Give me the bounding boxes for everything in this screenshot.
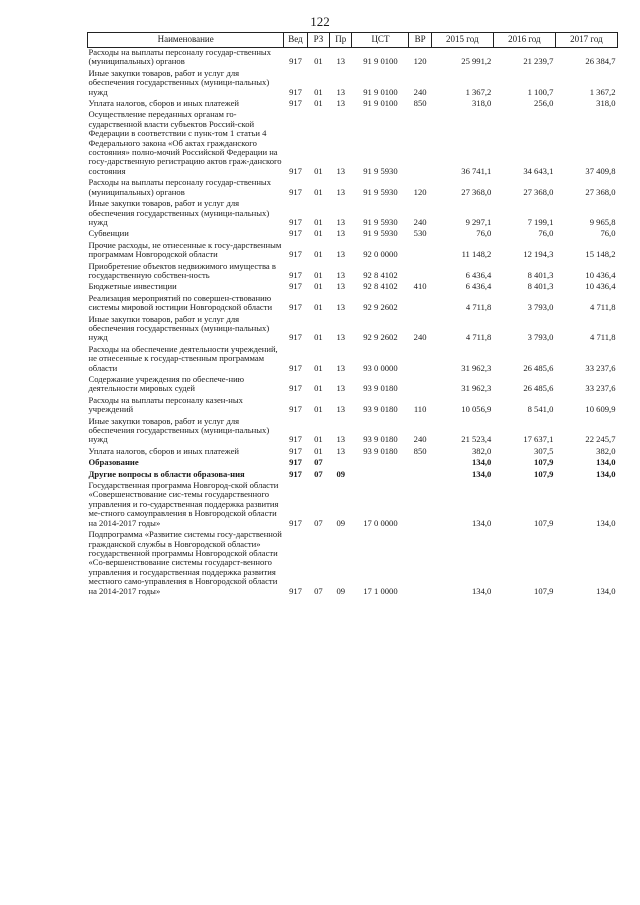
- cell-2016: 307,5: [534, 445, 554, 456]
- cell-2015: 1 367,2: [465, 86, 492, 97]
- header-vr: ВР: [409, 33, 431, 48]
- cell-2016: 34 643,1: [523, 165, 554, 176]
- cell-ved: 917: [289, 585, 302, 596]
- cell-name: Субвенции: [88, 229, 129, 239]
- cell-2017: 1 367,2: [589, 86, 616, 97]
- cell-rz: 01: [314, 186, 323, 197]
- cell-2015: 382,0: [472, 445, 492, 456]
- cell-2015: 134,0: [472, 468, 492, 479]
- cell-cst: 17 1 0000: [363, 585, 398, 596]
- cell-ved: 917: [289, 457, 302, 468]
- cell-name: Расходы на выплаты персоналу государ-ственных (муниципальных) органов: [88, 178, 271, 197]
- cell-rz: 07: [314, 468, 323, 479]
- cell-ved: 917: [289, 56, 302, 67]
- cell-2017: 76,0: [600, 228, 616, 239]
- cell-pr: 13: [336, 302, 346, 313]
- cell-pr: 09: [336, 468, 346, 479]
- cell-name: Уплата налогов, сборов и иных платежей: [88, 99, 240, 109]
- cell-name: Содержание учреждения по обеспече-нию деятельности мировых судей: [88, 375, 245, 394]
- cell-ved: 917: [289, 186, 302, 197]
- cell-rz: 07: [314, 585, 323, 596]
- cell-2016: 76,0: [538, 228, 554, 239]
- cell-cst: 91 9 0100: [363, 56, 398, 67]
- cell-2016: 107,9: [534, 517, 554, 528]
- cell-cst: [352, 470, 409, 481]
- cell-pr: 13: [336, 186, 346, 197]
- cell-name: Иные закупки товаров, работ и услуг для обеспечения государственных (муници-пальных) нужд: [88, 314, 270, 343]
- cell-vr: 110: [413, 404, 427, 415]
- cell-vr: [409, 458, 431, 469]
- cell-rz: 07: [314, 517, 323, 528]
- header-2016: 2016 год: [493, 33, 555, 48]
- cell-vr: 240: [413, 434, 427, 445]
- cell-cst: 93 9 0180: [363, 445, 398, 456]
- cell-2016: 17 637,1: [523, 434, 554, 445]
- cell-2017: 382,0: [596, 445, 616, 456]
- cell-pr: 13: [336, 165, 346, 176]
- cell-2016: 107,9: [534, 468, 554, 479]
- cell-ved: 917: [289, 383, 302, 394]
- cell-2017: 4 711,8: [590, 332, 616, 343]
- cell-name: Уплата налогов, сборов и иных платежей: [88, 446, 240, 456]
- cell-ved: 917: [289, 404, 302, 415]
- header-cst: ЦСТ: [352, 33, 409, 48]
- cell-ved: 917: [289, 165, 302, 176]
- cell-ved: 917: [289, 216, 302, 227]
- cell-vr: 530: [413, 228, 427, 239]
- cell-2017: 134,0: [596, 457, 616, 468]
- cell-pr: 13: [336, 445, 346, 456]
- header-2015: 2015 год: [431, 33, 493, 48]
- cell-vr: 240: [413, 86, 427, 97]
- cell-2017: 9 965,8: [589, 216, 616, 227]
- table-row: [88, 481, 618, 530]
- cell-cst: 93 9 0180: [363, 434, 398, 445]
- cell-cst: 92 0 0000: [363, 249, 398, 260]
- cell-pr: 13: [336, 434, 346, 445]
- header-rz: РЗ: [307, 33, 329, 48]
- cell-2015: 31 962,3: [461, 362, 492, 373]
- cell-ved: 917: [289, 434, 302, 445]
- cell-2017: 10 609,9: [585, 404, 616, 415]
- cell-2015: 6 436,4: [465, 281, 492, 292]
- cell-pr: 13: [336, 281, 346, 292]
- header-name: Наименование: [88, 33, 284, 48]
- table-row: [88, 294, 618, 315]
- cell-name: Иные закупки товаров, работ и услуг для обеспечения государственных (муници-пальных) нужд: [88, 199, 270, 227]
- cell-2016: 3 793,0: [527, 332, 554, 343]
- cell-2016: 21 239,7: [523, 56, 554, 67]
- table-row: [88, 375, 618, 396]
- cell-2017: 33 237,6: [585, 383, 616, 394]
- cell-vr: 410: [413, 281, 427, 292]
- cell-pr: 13: [336, 56, 346, 67]
- cell-name: Иные закупки товаров, работ и услуг для обеспечения государственных (муници-пальных) нужд: [88, 68, 270, 97]
- cell-rz: 01: [314, 445, 323, 456]
- table-row: [88, 241, 618, 262]
- cell-pr: 09: [336, 585, 346, 596]
- cell-pr: 13: [336, 269, 346, 280]
- cell-pr: 13: [336, 332, 346, 343]
- cell-rz: 01: [314, 269, 323, 280]
- cell-2015: 4 711,8: [465, 302, 492, 313]
- cell-cst: 92 9 2602: [363, 332, 398, 343]
- cell-cst: 91 9 5930: [363, 186, 398, 197]
- cell-vr: 120: [413, 186, 427, 197]
- cell-vr: 240: [413, 332, 427, 343]
- cell-name: Другие вопросы в области образова-ния: [88, 469, 245, 479]
- cell-cst: 91 9 5930: [363, 216, 398, 227]
- cell-2017: 15 148,2: [585, 249, 616, 260]
- table-row: [88, 458, 618, 469]
- cell-2017: 37 409,8: [585, 165, 616, 176]
- table-row: [88, 470, 618, 481]
- cell-2016: 8 401,3: [527, 269, 554, 280]
- cell-2015: 31 962,3: [461, 383, 492, 394]
- cell-2016: 107,9: [534, 457, 554, 468]
- cell-cst: 91 9 0100: [363, 98, 398, 109]
- cell-2016: 27 368,0: [523, 186, 554, 197]
- cell-ved: 917: [289, 468, 302, 479]
- cell-vr: [409, 470, 431, 481]
- header-2017: 2017 год: [555, 33, 617, 48]
- cell-pr: 13: [336, 404, 346, 415]
- cell-rz: 01: [314, 228, 323, 239]
- cell-pr: 13: [336, 383, 346, 394]
- table-row: [88, 530, 618, 598]
- cell-2017: 26 384,7: [585, 56, 616, 67]
- cell-2016: 12 194,3: [523, 249, 554, 260]
- cell-name: Образование: [88, 458, 139, 468]
- table-row: [88, 262, 618, 283]
- cell-rz: 01: [314, 362, 323, 373]
- cell-vr: [409, 375, 431, 396]
- page-number: 122: [310, 14, 330, 29]
- cell-2017: 27 368,0: [585, 186, 616, 197]
- cell-rz: 01: [314, 216, 323, 227]
- cell-rz: 01: [314, 56, 323, 67]
- cell-cst: 93 0 0000: [363, 362, 398, 373]
- cell-2016: 26 485,6: [523, 362, 554, 373]
- cell-name: Расходы на выплаты персоналу государ-ственных (муниципальных) органов: [88, 47, 271, 67]
- cell-pr: 13: [336, 228, 346, 239]
- cell-rz: 01: [314, 434, 323, 445]
- cell-pr: 09: [336, 517, 346, 528]
- cell-vr: [409, 530, 431, 598]
- cell-2016: 26 485,6: [523, 383, 554, 394]
- cell-cst: 91 9 0100: [363, 86, 398, 97]
- cell-rz: 01: [314, 383, 323, 394]
- cell-2015: 10 056,9: [461, 404, 492, 415]
- table-row: [88, 396, 618, 417]
- cell-rz: 01: [314, 302, 323, 313]
- cell-2015: 4 711,8: [465, 332, 492, 343]
- table-row: [88, 229, 618, 240]
- cell-2017: 33 237,6: [585, 362, 616, 373]
- cell-2016: 8 401,3: [527, 281, 554, 292]
- cell-pr: 13: [336, 86, 346, 97]
- cell-ved: 917: [289, 302, 302, 313]
- cell-vr: [409, 262, 431, 283]
- cell-2016: 256,0: [534, 98, 554, 109]
- cell-2016: 107,9: [534, 585, 554, 596]
- cell-2015: 9 297,1: [465, 216, 492, 227]
- cell-2016: 1 100,7: [527, 86, 554, 97]
- cell-ved: 917: [289, 98, 302, 109]
- table-row: [88, 199, 618, 229]
- cell-name: Прочие расходы, не отнесенные к госу-дарственным программам Новгородской области: [88, 240, 282, 260]
- cell-ved: 917: [289, 228, 302, 239]
- cell-2015: 27 368,0: [461, 186, 492, 197]
- cell-rz: 01: [314, 249, 323, 260]
- cell-pr: 13: [336, 249, 346, 260]
- cell-cst: 92 8 4102: [363, 281, 398, 292]
- cell-2015: 36 741,1: [461, 165, 492, 176]
- cell-vr: 240: [413, 216, 427, 227]
- cell-name: Подпрограмма «Развитие системы госу-дарственной гражданской службы в Новгородской области» государственной программы Новгородской области «Со-вершенствование системы государст-венного управления и государственная поддержка развития местного само-управления в Новгородской области на 2014-2017 годы»: [88, 530, 282, 596]
- cell-2015: 21 523,4: [461, 434, 492, 445]
- cell-ved: 917: [289, 332, 302, 343]
- cell-cst: 91 9 5930: [363, 228, 398, 239]
- cell-cst: 93 9 0180: [363, 383, 398, 394]
- cell-2017: 134,0: [596, 585, 616, 596]
- header-pr: Пр: [330, 33, 352, 48]
- cell-2016: 3 793,0: [527, 302, 554, 313]
- cell-ved: 917: [289, 86, 302, 97]
- cell-vr: 850: [413, 445, 427, 456]
- table-row: [88, 315, 618, 345]
- cell-cst: 17 0 0000: [363, 517, 398, 528]
- cell-2015: 25 991,2: [461, 56, 492, 67]
- cell-ved: 917: [289, 281, 302, 292]
- cell-name: Бюджетные инвестиции: [88, 282, 177, 292]
- cell-2017: 134,0: [596, 468, 616, 479]
- cell-2017: 134,0: [596, 517, 616, 528]
- budget-table: [87, 32, 618, 598]
- table-row: [88, 417, 618, 447]
- cell-2015: 11 148,2: [461, 249, 492, 260]
- cell-name: Расходы на обеспечение деятельности учреждений, не отнесенные к государ-ственным программам области: [88, 344, 278, 373]
- cell-rz: 01: [314, 98, 323, 109]
- cell-2015: 318,0: [472, 98, 492, 109]
- cell-vr: [409, 241, 431, 262]
- cell-rz: 01: [314, 165, 323, 176]
- cell-vr: [409, 345, 431, 375]
- cell-ved: 917: [289, 269, 302, 280]
- cell-pr: 13: [336, 362, 346, 373]
- header-ved: Вед: [284, 33, 307, 48]
- cell-rz: 07: [314, 457, 323, 468]
- cell-rz: 01: [314, 332, 323, 343]
- cell-ved: 917: [289, 517, 302, 528]
- cell-cst: 93 9 0180: [363, 404, 398, 415]
- cell-cst: 92 8 4102: [363, 269, 398, 280]
- cell-vr: [409, 294, 431, 315]
- cell-pr: 13: [336, 216, 346, 227]
- cell-2017: 22 245,7: [585, 434, 616, 445]
- cell-2015: 76,0: [476, 228, 492, 239]
- cell-ved: 917: [289, 362, 302, 373]
- cell-name: Осуществление переданных органам го-сударственной власти субъектов Россий-ской Федерации в соответствии с пунк-том 1 статьи 4 Федерального закона «Об актах гражданского состояния» полно-мочий Российской Федерации на госу-дарственную регистрацию актов граж-данского состояния: [88, 110, 282, 176]
- cell-2017: 318,0: [596, 98, 616, 109]
- cell-pr: 13: [336, 98, 346, 109]
- table-row: [88, 48, 618, 69]
- cell-name: Расходы на выплаты персоналу казен-ных учреждений: [88, 395, 243, 415]
- cell-rz: 01: [314, 86, 323, 97]
- cell-rz: 01: [314, 281, 323, 292]
- table-row: [88, 282, 618, 293]
- table-header-row: [88, 33, 618, 48]
- cell-rz: 01: [314, 404, 323, 415]
- cell-cst: [352, 458, 409, 469]
- cell-vr: 850: [413, 98, 427, 109]
- cell-name: Государственная программа Новгород-ской области «Совершенствование сис-темы государственного управления и го-сударственная поддержка развития ме-стного самоуправления в Новгородской области на 2014-2017 годы»: [88, 481, 279, 528]
- cell-vr: [409, 110, 431, 178]
- table-row: [88, 110, 618, 178]
- cell-name: Приобретение объектов недвижимого имущества в государственную собствен-ность: [88, 261, 276, 280]
- cell-cst: 91 9 5930: [363, 165, 398, 176]
- cell-name: Реализация мероприятий по совершен-ствованию системы мировой юстиции Новгородской области: [88, 293, 273, 313]
- table-row: [88, 178, 618, 199]
- cell-2015: 134,0: [472, 457, 492, 468]
- cell-pr: [330, 458, 352, 469]
- cell-2015: 134,0: [472, 585, 492, 596]
- table-row: [88, 345, 618, 375]
- table-row: [88, 69, 618, 99]
- cell-vr: 120: [413, 56, 427, 67]
- cell-2015: 134,0: [472, 517, 492, 528]
- cell-2017: 10 436,4: [585, 281, 616, 292]
- cell-ved: 917: [289, 249, 302, 260]
- cell-2016: 8 541,0: [527, 404, 554, 415]
- cell-name: Иные закупки товаров, работ и услуг для обеспечения государственных (муници-пальных) нужд: [88, 416, 270, 445]
- cell-2015: 6 436,4: [465, 269, 492, 280]
- cell-2017: 4 711,8: [590, 302, 616, 313]
- cell-2017: 10 436,4: [585, 269, 616, 280]
- cell-2016: 7 199,1: [527, 216, 554, 227]
- cell-cst: 92 9 2602: [363, 302, 398, 313]
- cell-vr: [409, 481, 431, 530]
- cell-ved: 917: [289, 445, 302, 456]
- table-row: [88, 99, 618, 110]
